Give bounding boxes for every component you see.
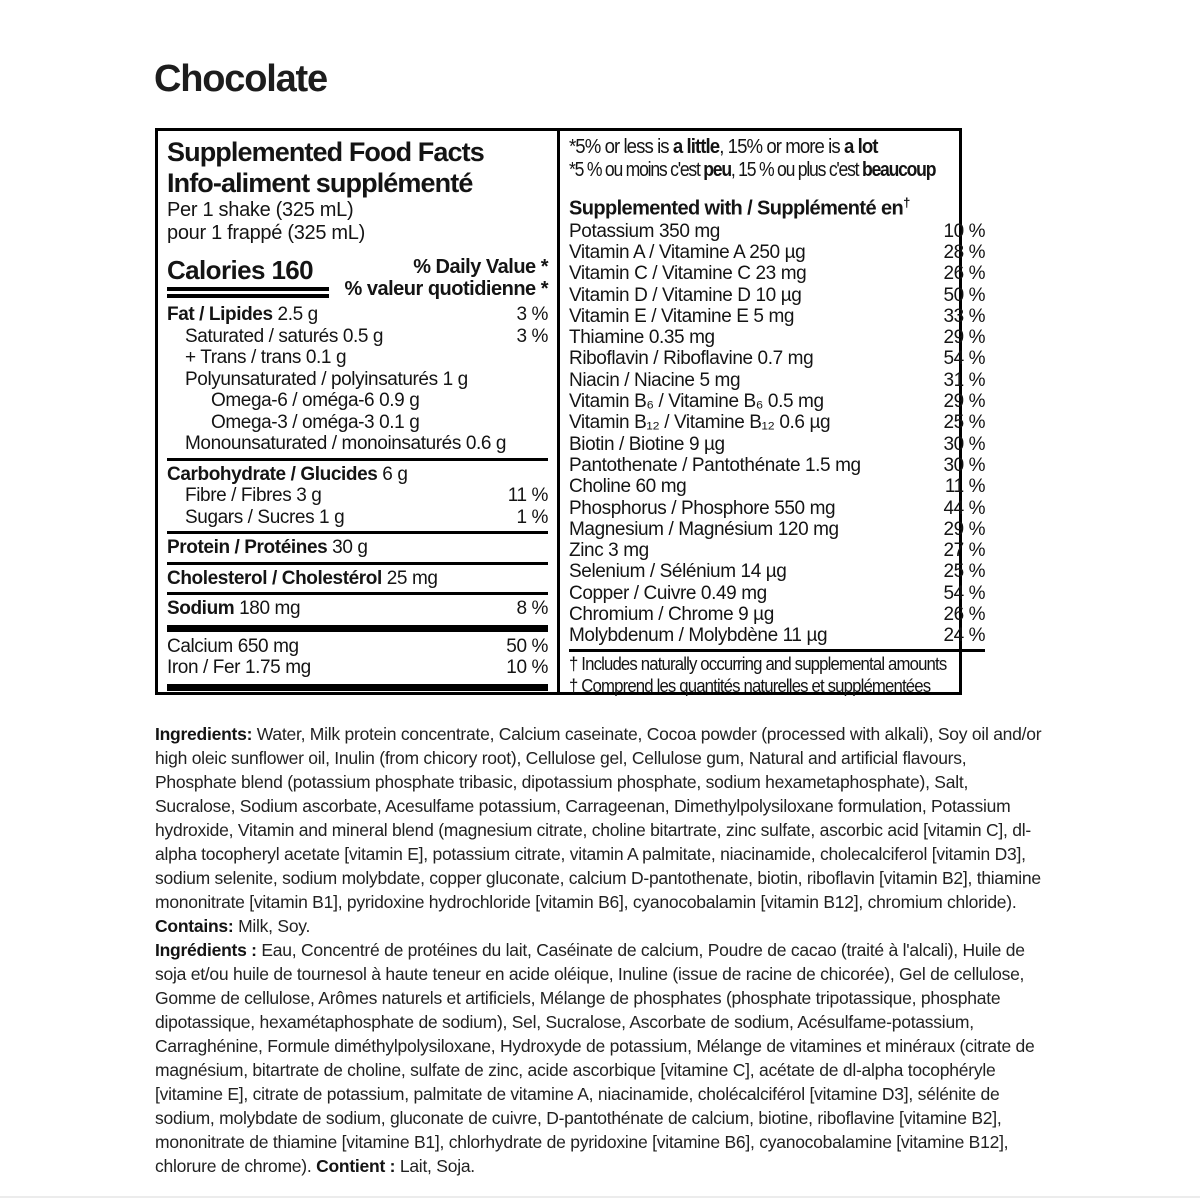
nutrient-name-bold: Protein / Protéines [167, 537, 328, 558]
nutrient-amount: + Trans / trans 0.1 g [185, 347, 347, 368]
supplement-name: Vitamin B₁₂ / Vitamine B₁₂ 0.6 µg [569, 412, 831, 434]
daily-value-percent: 29 % [943, 391, 986, 413]
nutrient-name [211, 390, 419, 412]
calories-double-rule [167, 287, 329, 298]
serving-size-fr: pour 1 frappé (325 mL) [167, 222, 365, 244]
supplement-row [569, 519, 985, 540]
nutrient-amount: Sugars / Sucres 1 g [185, 506, 345, 528]
supplement-row [569, 604, 985, 625]
panel-title-en: Supplemented Food Facts [167, 137, 484, 167]
nutrient-amount: Iron / Fer 1.75 mg [167, 657, 311, 678]
supplemented-column [560, 131, 994, 696]
supplement-row [569, 561, 985, 582]
supplement-name: Riboflavin / Riboflavine 0.7 mg [569, 348, 814, 370]
divider-thick [167, 625, 548, 632]
supplement-row [569, 412, 985, 433]
daily-value-percent: 10 % [506, 657, 548, 678]
percent-guide-fr-mid: , 15 % ou plus c'est [730, 159, 862, 181]
nutrient-amount: 30 g [327, 537, 368, 558]
daily-value-percent: 50 % [943, 284, 986, 306]
nutrient-name-bold: Cholesterol / Cholestérol [167, 567, 382, 589]
supplement-name: Copper / Cuivre 0.49 mg [569, 582, 767, 604]
supplement-row [569, 348, 985, 369]
nutrient-name [167, 537, 368, 559]
nutrient-name-bold: Carbohydrate / Glucides [167, 463, 378, 485]
nutrient-row [167, 326, 548, 348]
percent-guide-fr [569, 159, 935, 182]
nutrient-name [185, 433, 506, 455]
daily-value-percent: 25 % [943, 561, 986, 583]
nutrient-row [167, 657, 548, 679]
nutrient-row [167, 412, 548, 434]
daily-value-percent: 11 % [944, 476, 986, 498]
daily-value-percent: 26 % [943, 263, 986, 285]
percent-guide-fr-text: *5 % ou moins c'est [569, 159, 704, 181]
ingredients-text-fr: Eau, Concentré de protéines du lait, Caséinate de calcium, Poudre de cacao (traité à l'alcali), Huile de soja et/ou huile de tournesol à haute teneur en acide oléique, Inuline (issue de racine de chicorée), Gel de cellulose, Gomme de cellulose, Arômes naturels et artificiels, Mélange de phosphates (phosphate tripotassique, phosphate dipotassique, hexamétaphosphate de sodium), Sel, Sucralose, Ascorbate de sodium, Acésulfame-potassium, Carraghénine, Formule diméthylpolysiloxane, Hydroxyde de potassium, Mélange de vitamines et minéraux (citrate de magnésium, bitartrate de choline, sulfate de zinc, acide ascorbique [vitamine C], acétate de dl-alpha tocophéryle [vitamine E], citrate de potassium, palmitate de vitamine A, niacinamide, cholécalciférol [vitamine D3], sélénite de sodium, molybdate de sodium, gluconate de cuivre, D-pantothénate de calcium, biotine, riboflavine [vitamine B2], mononitrate de thiamine [vitamine B1], chlorhydrate de pyridoxine [vitamine B6], cyanocobalamine [vitamine B12], chlorure de chrome). [155, 940, 1035, 1176]
nutrient-amount: Fibre / Fibres 3 g [185, 485, 322, 506]
nutrient-amount: Polyunsaturated / polyinsaturés 1 g [185, 368, 468, 390]
supplement-row [569, 476, 985, 497]
supplement-row [569, 540, 985, 561]
serving-size-en: Per 1 shake (325 mL) [167, 199, 354, 221]
supplement-row [569, 455, 985, 476]
footnote-en: † Includes naturally occurring and supplemental amounts [569, 653, 947, 674]
nutrient-row [167, 507, 548, 529]
nutrient-name [167, 657, 311, 679]
daily-value-percent: 1 % [516, 506, 548, 528]
daily-value-percent: 3 % [516, 325, 548, 347]
ingredients-text-en: Water, Milk protein concentrate, Calcium caseinate, Cocoa powder (processed with alkali), Soy oil and/or high oleic sunflower oil, Inulin (from chicory root), Cellulose gel, Cellulose gum, Natural and artificial flavours, Phosphate blend (potassium phosphate tribasic, dipotassium phosphate, sodium hexametaphosphate), Salt, Sucralose, Sodium ascorbate, Acesulfame potassium, Carrageenan, Dimethylpolysiloxane formulation, Potassium hydroxide, Vitamin and mineral blend (magnesium citrate, choline bitartrate, zinc sulfate, ascorbic acid [vitamin C], dl-alpha tocopheryl acetate [vitamin E], potassium citrate, vitamin A palmitate, niacinamide, cholecalciferol [vitamin D3], sodium selenite, sodium molybdate, copper gluconate, calcium D-pantothenate, biotin, riboflavin [vitamin B2], thiamine mononitrate [vitamin B1], pyridoxine hydrochloride [vitamin B6], cyanocobalamin [vitamin B12], chromium chloride). [155, 724, 1042, 912]
daily-value-percent: 3 % [516, 304, 548, 325]
nutrient-row [167, 464, 548, 486]
nutrient-name [185, 485, 321, 507]
percent-guide-en-text: *5% or less is [569, 136, 673, 158]
daily-value-percent: 25 % [943, 412, 986, 434]
nutrient-amount: Omega-6 / oméga-6 0.9 g [211, 390, 420, 411]
supplemented-with-label: Supplemented with / Supplémenté en [569, 197, 904, 220]
nutrient-amount: 2.5 g [272, 304, 318, 325]
nutrient-name [211, 412, 419, 434]
nutrient-amount: Monounsaturated / monoinsaturés 0.6 g [185, 433, 507, 454]
calories-label: Calories [167, 255, 265, 285]
supplement-name: Choline 60 mg [569, 476, 687, 498]
supplement-row [569, 434, 985, 455]
supplement-name: Thiamine 0.35 mg [569, 327, 715, 349]
nutrient-name [167, 304, 318, 326]
nutrient-amount: Saturated / saturés 0.5 g [185, 325, 384, 347]
divider-thin [167, 562, 548, 565]
nutrition-main-column [158, 131, 560, 692]
supplement-name: Vitamin B₆ / Vitamine B₆ 0.5 mg [569, 391, 824, 413]
nutrient-row [167, 636, 548, 658]
page-bottom-divider [0, 1196, 1200, 1198]
daily-value-percent: 11 % [507, 485, 548, 506]
supplement-row [569, 327, 985, 348]
contains-label-fr: Contient : [316, 1156, 396, 1176]
supplement-name: Pantothenate / Pantothénate 1.5 mg [569, 454, 861, 476]
daily-value-percent: 30 % [943, 454, 986, 476]
nutrient-amount: 6 g [377, 463, 408, 485]
supplemented-food-facts-panel [155, 128, 986, 696]
daily-value-percent: 33 % [943, 305, 986, 327]
calories-value [167, 256, 329, 284]
daily-value-percent: 29 % [943, 518, 986, 540]
nutrient-amount: Omega-3 / oméga-3 0.1 g [211, 411, 420, 433]
daily-value-percent: 24 % [943, 625, 986, 647]
nutrient-row [167, 598, 548, 620]
nutrient-amount: 180 mg [234, 598, 301, 619]
daily-value-percent: 50 % [506, 635, 548, 657]
daily-value-percent: 30 % [943, 433, 986, 455]
supplement-name: Vitamin A / Vitamine A 250 µg [569, 241, 806, 263]
nutrient-row [167, 485, 548, 507]
percent-guide-fr-bold2: beaucoup [861, 159, 936, 181]
supplement-name: Vitamin D / Vitamine D 10 µg [569, 284, 802, 306]
daily-value-percent: 26 % [943, 604, 986, 625]
supplement-name: Chromium / Chrome 9 µg [569, 604, 774, 625]
percent-guide-en-bold1: a little [672, 136, 720, 158]
daily-value-percent: 29 % [943, 327, 986, 349]
nutrient-row [167, 390, 548, 412]
calories-row [167, 256, 548, 300]
percent-guide-fr-bold1: peu [703, 159, 731, 181]
calories-amount: 160 [271, 255, 314, 285]
supplement-name: Potassium 350 mg [569, 220, 720, 242]
supplement-row [569, 498, 985, 519]
contains-label-en: Contains: [155, 916, 234, 936]
supplement-name: Biotin / Biotine 9 µg [569, 433, 725, 455]
nutrient-name [167, 464, 408, 486]
nutrient-name [167, 636, 299, 658]
footnote-fr: † Comprend les quantités naturelles et supplémentées [569, 675, 931, 696]
nutrient-row [167, 347, 548, 369]
daily-value-percent: 10 % [943, 220, 986, 242]
divider-thin [167, 531, 548, 534]
daily-value-percent: 54 % [943, 582, 986, 604]
product-flavor-title: Chocolate [154, 58, 327, 100]
percent-guide-en [569, 136, 956, 159]
calories-block [167, 256, 329, 300]
nutrient-name [185, 347, 346, 369]
contains-text-en: Milk, Soy. [233, 916, 311, 936]
nutrient-row [167, 568, 548, 590]
daily-value-percent: 44 % [943, 497, 986, 519]
percent-guide-en-bold2: a lot [843, 136, 878, 158]
daily-value-header-en: % Daily Value * [413, 256, 548, 278]
ingredients-paragraph-fr [155, 938, 1052, 1178]
nutrient-row [167, 537, 548, 559]
nutrient-name-bold: Sodium [167, 598, 235, 619]
panel-title-fr: Info-aliment supplémenté [167, 168, 473, 198]
supplement-row [569, 391, 985, 412]
daily-value-header [345, 256, 548, 300]
ingredients-section [155, 722, 1052, 1178]
supplement-row [569, 242, 985, 263]
nutrient-amount: Calcium 650 mg [167, 635, 299, 657]
nutrient-row [167, 369, 548, 391]
nutrient-rows [167, 304, 548, 695]
supplement-name: Vitamin C / Vitamine C 23 mg [569, 263, 807, 285]
daily-value-header-fr: % valeur quotidienne * [344, 278, 548, 300]
ingredients-label-en: Ingredients: [155, 724, 253, 744]
supplement-row [569, 583, 985, 604]
supplement-name: Selenium / Sélénium 14 µg [569, 561, 787, 583]
supplement-name: Magnesium / Magnésium 120 mg [569, 518, 839, 540]
dagger-symbol: † [903, 195, 910, 210]
nutrient-name-bold: Fat / Lipides [167, 304, 273, 325]
contains-text-fr: Lait, Soja. [395, 1156, 475, 1176]
supplement-rows [569, 221, 985, 647]
nutrient-name [185, 369, 468, 391]
divider-thin [167, 592, 548, 595]
daily-value-percent: 8 % [516, 598, 548, 619]
nutrient-amount: 25 mg [381, 567, 438, 589]
nutrient-name [185, 326, 383, 348]
daily-value-percent: 31 % [943, 369, 986, 391]
supplement-row [569, 263, 985, 284]
nutrient-row [167, 304, 548, 326]
percent-guide-en-mid: , 15% or more is [719, 136, 844, 158]
supplement-row [569, 285, 985, 306]
supplemented-with-header [569, 191, 985, 221]
nutrient-name [185, 507, 344, 529]
daily-value-percent: 28 % [943, 241, 986, 263]
nutrient-row [167, 433, 548, 455]
divider-thin [167, 458, 548, 461]
supplement-name: Vitamin E / Vitamine E 5 mg [569, 305, 795, 327]
nutrient-name [167, 568, 438, 590]
ingredients-label-fr: Ingrédients : [155, 940, 257, 960]
supplement-row [569, 370, 985, 391]
supplement-name: Molybdenum / Molybdène 11 µg [569, 625, 828, 647]
nutrient-name [167, 598, 300, 620]
supplement-name: Zinc 3 mg [569, 540, 649, 562]
supplement-row [569, 625, 985, 646]
supplement-row [569, 306, 985, 327]
supplement-row [569, 221, 985, 242]
divider-thick [167, 684, 548, 691]
supplement-name: Phosphorus / Phosphore 550 mg [569, 497, 836, 519]
daily-value-percent: 27 % [943, 540, 986, 562]
supplement-name: Niacin / Niacine 5 mg [569, 369, 741, 391]
divider-thin [569, 649, 985, 652]
ingredients-paragraph-en [155, 722, 1052, 938]
daily-value-percent: 54 % [943, 348, 986, 370]
